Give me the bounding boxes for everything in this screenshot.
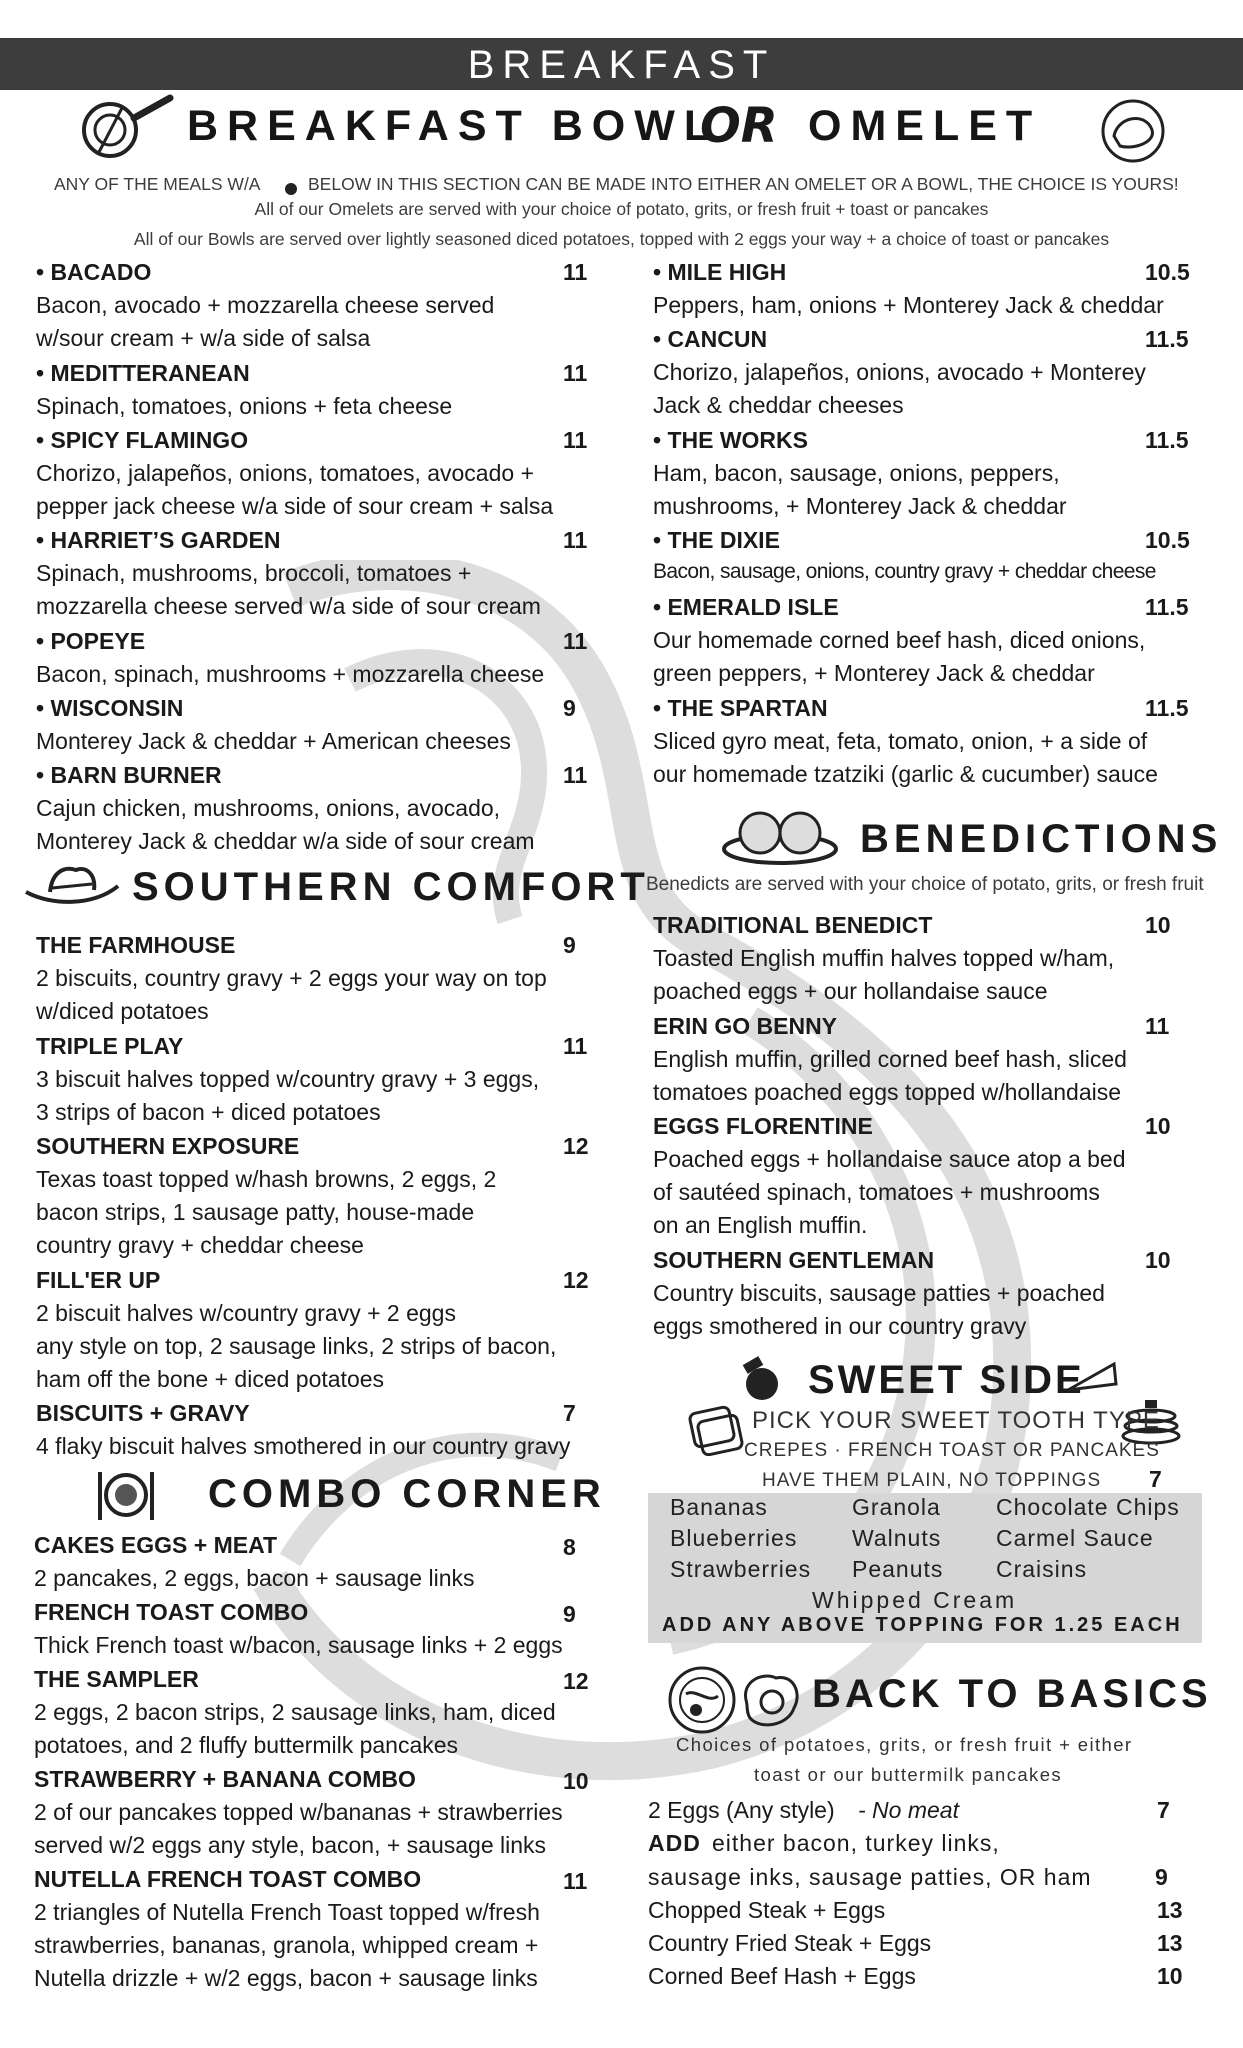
intro-line-1a: ANY OF THE MEALS W/A <box>54 174 261 194</box>
basics-add-word: ADD <box>648 1830 701 1856</box>
item-name: SOUTHERN GENTLEMAN <box>653 1247 935 1273</box>
intro-line-1b: BELOW IN THIS SECTION CAN BE MADE INTO EITHER AN OMELET OR A BOWL, THE CHOICE IS YOURS! <box>308 174 1179 194</box>
item-desc: Nutella drizzle + w/2 eggs, bacon + sausage links <box>34 1965 538 1991</box>
item-desc: Jack & cheddar cheeses <box>653 392 904 418</box>
item-desc: Spinach, mushrooms, broccoli, tomatoes + <box>36 560 472 586</box>
item-price: 8 <box>563 1534 576 1560</box>
benedictions-subtitle: Benedicts are served with your choice of potato, grits, or fresh fruit <box>646 874 1204 895</box>
item-price: 12 <box>563 1133 589 1159</box>
omelet-plate-icon <box>1098 96 1168 166</box>
item-name: FRENCH TOAST COMBO <box>34 1599 309 1625</box>
item-name: TRIPLE PLAY <box>36 1033 184 1059</box>
topping-item: Walnuts <box>852 1525 942 1551</box>
whipped-cream-label: Whipped Cream <box>812 1587 1018 1613</box>
section-title-bowl: BREAKFAST BOWL <box>187 102 720 150</box>
item-price: 10.5 <box>1145 259 1190 285</box>
item-price: 11 <box>563 259 588 285</box>
topping-item: Bananas <box>670 1494 768 1520</box>
section-title-southern: SOUTHERN COMFORT <box>132 865 650 909</box>
pie-slice-icon <box>1064 1360 1120 1400</box>
french-toast-icon <box>686 1400 746 1456</box>
item-desc: pepper jack cheese w/a side of sour cream + salsa <box>36 493 554 519</box>
section-title-or: OR <box>700 98 778 154</box>
plate-fork-knife-icon <box>94 1466 158 1524</box>
item-desc: on an English muffin. <box>653 1212 868 1238</box>
item-name: • POPEYE <box>36 628 146 654</box>
basics-item-price: 13 <box>1157 1897 1183 1923</box>
section-title-benedictions: BENEDICTIONS <box>860 817 1223 861</box>
item-desc: any style on top, 2 sausage links, 2 strips of bacon, <box>36 1333 557 1359</box>
basics-eggs-label: 2 Eggs (Any style) <box>648 1797 835 1823</box>
sweet-line-3: HAVE THEM PLAIN, NO TOPPINGS <box>762 1470 1102 1491</box>
item-desc: Our homemade corned beef hash, diced onions, <box>653 627 1146 653</box>
topping-item: Strawberries <box>670 1556 812 1582</box>
section-title-basics: BACK TO BASICS <box>812 1672 1212 1716</box>
item-name: THE FARMHOUSE <box>36 932 236 958</box>
sweet-line-1: PICK YOUR SWEET TOOTH TYPE <box>752 1407 1160 1434</box>
item-price: 7 <box>563 1400 576 1426</box>
item-name: • EMERALD ISLE <box>653 594 839 620</box>
item-desc: 3 strips of bacon + diced potatoes <box>36 1099 381 1125</box>
basics-eggs-price: 7 <box>1157 1797 1170 1823</box>
topping-item: Peanuts <box>852 1556 944 1582</box>
item-price: 11.5 <box>1145 594 1189 620</box>
item-price: 11 <box>1145 1013 1170 1039</box>
item-name: TRADITIONAL BENEDICT <box>653 912 933 938</box>
topping-item: Carmel Sauce <box>996 1525 1154 1551</box>
item-price: 9 <box>563 1601 576 1627</box>
basics-sub-2: toast or our buttermilk pancakes <box>754 1764 1063 1785</box>
item-desc: Bacon, sausage, onions, country gravy + cheddar cheese <box>653 560 1156 583</box>
item-price: 11 <box>563 628 588 654</box>
basics-item-name: Chopped Steak + Eggs <box>648 1897 886 1923</box>
item-desc: Bacon, spinach, mushrooms + mozzarella cheese <box>36 661 545 687</box>
item-name: • THE WORKS <box>653 427 808 453</box>
basics-item-price: 10 <box>1157 1963 1183 1989</box>
item-price: 11 <box>563 1033 588 1059</box>
item-desc: 2 of our pancakes topped w/bananas + strawberries <box>34 1799 563 1825</box>
item-desc: Cajun chicken, mushrooms, onions, avocado, <box>36 795 501 821</box>
item-price: 9 <box>563 932 576 958</box>
item-name: • BARN BURNER <box>36 762 222 788</box>
fried-egg-icon <box>738 1670 804 1732</box>
item-price: 11 <box>563 1868 588 1894</box>
breakfast-plate-icon <box>666 1664 738 1736</box>
item-desc: country gravy + cheddar cheese <box>36 1232 364 1258</box>
item-desc: Toasted English muffin halves topped w/ham, <box>653 945 1115 971</box>
basics-add-price: 9 <box>1155 1864 1168 1890</box>
skillet-icon <box>78 94 174 164</box>
basics-item-price: 13 <box>1157 1930 1183 1956</box>
basics-item-name: Corned Beef Hash + Eggs <box>648 1963 916 1989</box>
item-desc: 2 biscuits, country gravy + 2 eggs your way on top <box>36 965 547 991</box>
item-name: • MEDITTERANEAN <box>36 360 250 386</box>
basics-eggs-note: - No meat <box>858 1797 959 1823</box>
topping-item: Blueberries <box>670 1525 798 1551</box>
item-price: 10 <box>1145 1247 1171 1273</box>
intro-line-2: All of our Omelets are served with your choice of potato, grits, or fresh fruit + toast or pancakes <box>254 199 989 219</box>
item-desc: Thick French toast w/bacon, sausage links + 2 eggs <box>34 1632 563 1658</box>
section-title-sweet: SWEET SIDE <box>808 1358 1085 1402</box>
topping-item: Granola <box>852 1494 941 1520</box>
item-name: BISCUITS + GRAVY <box>36 1400 250 1426</box>
cowboy-hat-icon <box>22 862 122 910</box>
item-desc: served w/2 eggs any style, bacon, + sausage links <box>34 1832 547 1858</box>
item-name: • THE DIXIE <box>653 527 780 553</box>
item-desc: 3 biscuit halves topped w/country gravy + 3 eggs, <box>36 1066 540 1092</box>
topping-item: Craisins <box>996 1556 1088 1582</box>
item-desc: 2 pancakes, 2 eggs, bacon + sausage links <box>34 1565 475 1591</box>
item-desc: Monterey Jack & cheddar w/a side of sour cream <box>36 828 535 854</box>
topping-item: Chocolate Chips <box>996 1494 1180 1520</box>
item-desc: Monterey Jack & cheddar + American cheeses <box>36 728 511 754</box>
item-desc: our homemade tzatziki (garlic & cucumber) sauce <box>653 761 1158 787</box>
item-desc: w/diced potatoes <box>36 998 209 1024</box>
item-desc: 2 eggs, 2 bacon strips, 2 sausage links, ham, diced <box>34 1699 556 1725</box>
item-desc: 4 flaky biscuit halves smothered in our country gravy <box>36 1433 571 1459</box>
basics-add-rest: either bacon, turkey links, <box>712 1830 1000 1856</box>
item-name: NUTELLA FRENCH TOAST COMBO <box>34 1866 422 1892</box>
intro-line-3: All of our Bowls are served over lightly seasoned diced potatoes, topped with 2 eggs your way + a choice of toast or pancakes <box>133 229 1110 249</box>
item-desc: Texas toast topped w/hash browns, 2 eggs, 2 <box>36 1166 497 1192</box>
item-desc: mozzarella cheese served w/a side of sour cream <box>36 593 541 619</box>
item-name: • BACADO <box>36 259 152 285</box>
item-desc: Poached eggs + hollandaise sauce atop a bed <box>653 1146 1126 1172</box>
basics-sub-1: Choices of potatoes, grits, or fresh fruit + either <box>676 1734 1133 1755</box>
item-desc: Bacon, avocado + mozzarella cheese served <box>36 292 495 318</box>
item-name: • HARRIET’S GARDEN <box>36 527 281 553</box>
item-price: 11.5 <box>1145 695 1189 721</box>
item-name: • THE SPARTAN <box>653 695 828 721</box>
item-desc: Spinach, tomatoes, onions + feta cheese <box>36 393 453 419</box>
item-desc: tomatoes poached eggs topped w/hollandaise <box>653 1079 1122 1105</box>
sweet-line-2: CREPES · FRENCH TOAST OR PANCAKES <box>744 1440 1160 1461</box>
item-name: STRAWBERRY + BANANA COMBO <box>34 1766 416 1792</box>
item-price: 12 <box>563 1668 589 1694</box>
item-price: 10 <box>563 1768 589 1794</box>
item-price: 11 <box>563 360 588 386</box>
item-price: 11 <box>563 427 588 453</box>
item-price: 12 <box>563 1267 589 1293</box>
item-desc: 2 biscuit halves w/country gravy + 2 eggs <box>36 1300 456 1326</box>
benedict-plate-icon <box>720 803 840 867</box>
syrup-bottle-icon <box>736 1356 784 1402</box>
item-name: EGGS FLORENTINE <box>653 1113 873 1139</box>
topping-add-note: ADD ANY ABOVE TOPPING FOR 1.25 EACH <box>662 1614 1183 1636</box>
item-price: 10.5 <box>1145 527 1190 553</box>
bullet-dot-icon <box>285 183 297 195</box>
item-desc: w/sour cream + w/a side of salsa <box>36 325 371 351</box>
basics-item-name: Country Fried Steak + Eggs <box>648 1930 932 1956</box>
item-price: 11 <box>563 527 588 553</box>
item-desc: English muffin, grilled corned beef hash, sliced <box>653 1046 1127 1072</box>
item-name: • MILE HIGH <box>653 259 787 285</box>
item-desc: potatoes, and 2 fluffy buttermilk pancakes <box>34 1732 459 1758</box>
item-desc: mushrooms, + Monterey Jack & cheddar <box>653 493 1067 519</box>
item-price: 11 <box>563 762 588 788</box>
item-name: • SPICY FLAMINGO <box>36 427 249 453</box>
item-desc: ham off the bone + diced potatoes <box>36 1366 385 1392</box>
item-name: ERIN GO BENNY <box>653 1013 838 1039</box>
item-price: 10 <box>1145 1113 1171 1139</box>
item-desc: poached eggs + our hollandaise sauce <box>653 978 1048 1004</box>
item-desc: green peppers, + Monterey Jack & cheddar <box>653 660 1095 686</box>
basics-add-line-2: sausage inks, sausage patties, OR ham <box>648 1864 1092 1890</box>
item-name: SOUTHERN EXPOSURE <box>36 1133 300 1159</box>
item-desc: Country biscuits, sausage patties + poached <box>653 1280 1105 1306</box>
item-name: • CANCUN <box>653 326 768 352</box>
item-name: FILL'ER UP <box>36 1267 161 1293</box>
item-desc: Ham, bacon, sausage, onions, peppers, <box>653 460 1060 486</box>
item-name: THE SAMPLER <box>34 1666 199 1692</box>
item-desc: 2 triangles of Nutella French Toast topped w/fresh <box>34 1899 540 1925</box>
item-price: 11.5 <box>1145 326 1189 352</box>
section-title-combo: COMBO CORNER <box>208 1472 606 1516</box>
item-desc: strawberries, bananas, granola, whipped cream + <box>34 1932 539 1958</box>
item-desc: Chorizo, jalapeños, onions, tomatoes, avocado + <box>36 460 535 486</box>
item-desc: of sautéed spinach, tomatoes + mushrooms <box>653 1179 1100 1205</box>
page-title: BREAKFAST <box>467 43 776 87</box>
item-price: 9 <box>563 695 576 721</box>
item-desc: Peppers, ham, onions + Monterey Jack & cheddar <box>653 292 1164 318</box>
item-price: 10 <box>1145 912 1171 938</box>
item-desc: bacon strips, 1 sausage patty, house-made <box>36 1199 475 1225</box>
item-name: CAKES EGGS + MEAT <box>34 1532 278 1558</box>
item-desc: eggs smothered in our country gravy <box>653 1313 1027 1339</box>
item-desc: Chorizo, jalapeños, onions, avocado + Monterey <box>653 359 1146 385</box>
item-name: • WISCONSIN <box>36 695 184 721</box>
item-desc: Sliced gyro meat, feta, tomato, onion, + a side of <box>653 728 1148 754</box>
section-title-omelet: OMELET <box>808 102 1042 150</box>
item-price: 11.5 <box>1145 427 1189 453</box>
plain-price: 7 <box>1149 1466 1162 1492</box>
